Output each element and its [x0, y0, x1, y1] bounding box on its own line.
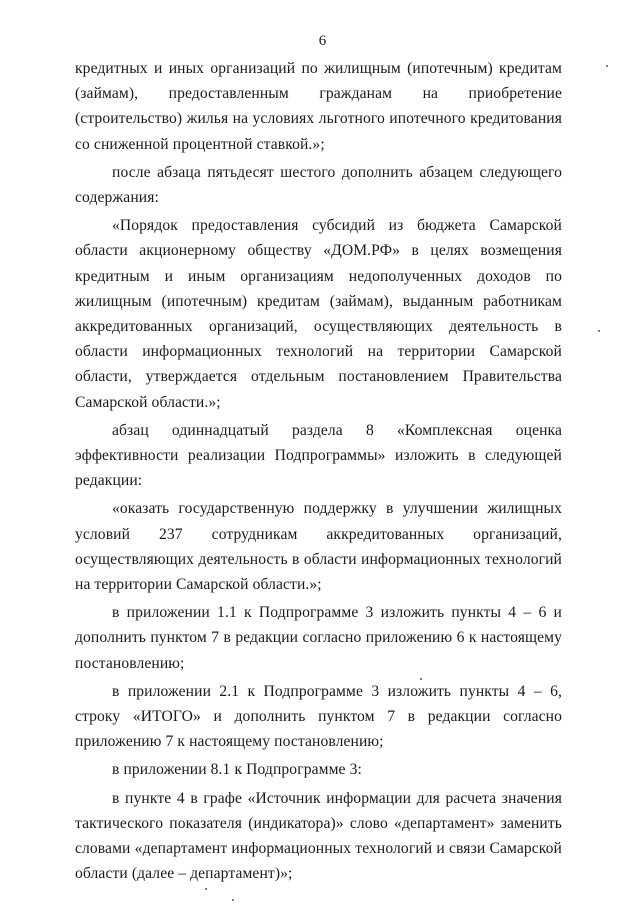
paragraph-2: после абзаца пятьдесят шестого дополнить абзацем следующего содержания: [75, 163, 562, 207]
scan-speck [205, 888, 207, 890]
paragraph-9: в пункте 4 в графе «Источник информации для расчета значения тактического показателя (индикатора)» слово «департамент» заменить словами «департамент информационных технологий и связи Самарской области (далее – департамент)»; [75, 789, 562, 883]
scan-speck [598, 330, 600, 332]
scan-speck [606, 65, 608, 67]
paragraph-1: кредитных и иных организаций по жилищным (ипотечным) кредитам (займам), предоставленным гражданам на приобретение (строительство) жилья на условиях льготного ипотечного кредитования со сниженной процентной ставкой.»; [75, 60, 562, 153]
paragraph-5: «оказать государственную поддержку в улучшении жилищных условий 237 сотрудникам аккредитованных организаций, осуществляющих деятельность в области информационных технологий на территории Самарской области.»; [75, 500, 562, 594]
paragraph-8: в приложении 8.1 к Подпрограмме 3: [112, 761, 362, 779]
paragraph-3: «Порядок предоставления субсидий из бюджета Самарской области акционерному обществу «ДОМ.РФ» в целях возмещения кредитным и иным организациям недополученных доходов по жилищным (ипотечным) кредитам (займам), выданным работникам аккредитованных организаций, осуществляющих деятельность в области информационных технологий на территории Самарской области, утверждается отдельным постановлением Правительства Самарской области.»; [75, 217, 562, 411]
page-number: 6 [318, 33, 327, 49]
document-body [75, 56, 562, 887]
paragraph-7: в приложении 2.1 к Подпрограмме 3 изложить пункты 4 – 6, строку «ИТОГО» и дополнить пунктом 7 в редакции согласно приложению 7 к настоящему постановлению; [75, 682, 562, 751]
paragraph-4: абзац одиннадцатый раздела 8 «Комплексная оценка эффективности реализации Подпрограммы» изложить в следующей редакции: [75, 421, 562, 490]
scan-speck [420, 678, 422, 680]
scan-speck [232, 899, 234, 901]
paragraph-6: в приложении 1.1 к Подпрограмме 3 изложить пункты 4 – 6 и дополнить пунктом 7 в редакции согласно приложению 6 к настоящему постановлению; [75, 604, 562, 672]
